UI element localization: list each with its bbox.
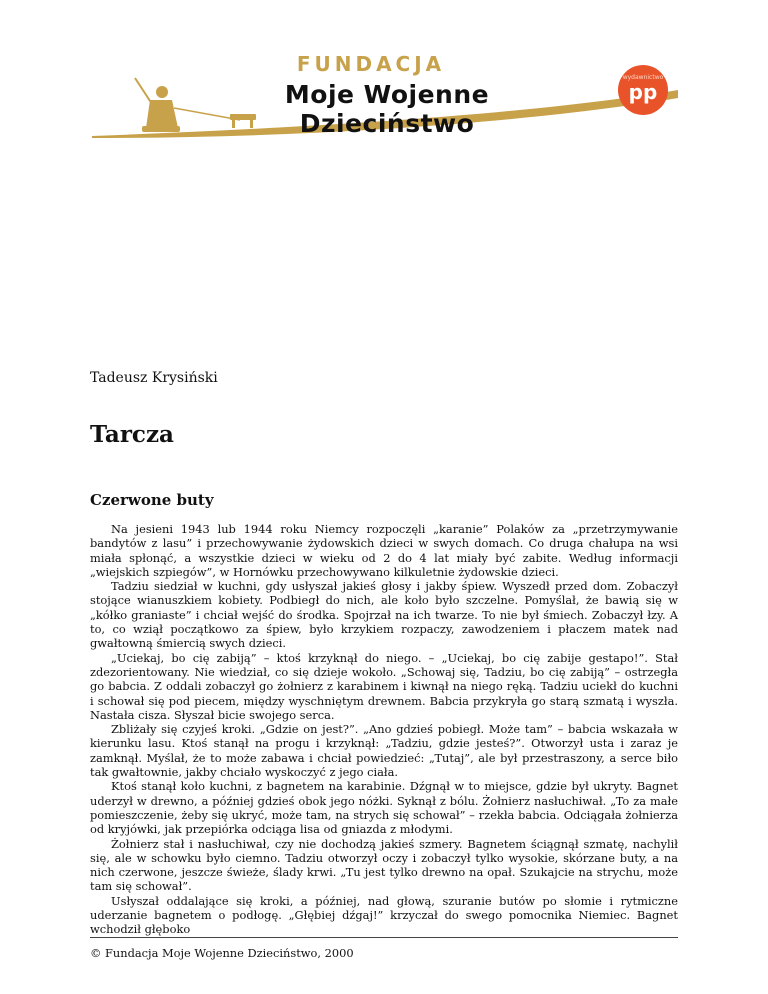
paragraph: Tadziu siedział w kuchni, gdy usłyszał jakieś głosy i jakby śpiew. Wyszedł przed dom. Zobaczył stojące wianuszkiem kobiety. Podbiegł do nich, ale koło było szczelne. Pomyślał, że bawią się w „kółko graniaste” i chciał wejść do środka. Spojrzał na ich twarze. To nie był śmiech. Zobaczył łzy. A to, co wziął początkowo za śpiew, było krzykiem rozpaczy, zawodzeniem i płaczem matek nad gwałtowną śmiercią swych dzieci. bbox=[90, 579, 678, 651]
paragraph: Na jesieni 1943 lub 1944 roku Niemcy rozpoczęli „karanie” Polaków za „przetrzymywanie bandytów z lasu” i przechowywanie żydowskich dzieci w swych domach. Co druga chałupa na wsi miała spłonąć, a wszystkie dzieci w wieku od 2 do 4 lat miały być zabite. Według informacji „wiejskich szpiegów”, w Hornówku przechowywano kilkuletnie żydowskie dzieci. bbox=[90, 522, 678, 579]
paragraph: Usłyszał oddalające się kroki, a później, nad głową, szuranie butów po słomie i rytmiczne uderzanie bagnetem o podłogę. „Głębiej dźgaj!” krzyczał do swego pomocnika Niemiec. Bagnet wchodził głęboko bbox=[90, 893, 678, 937]
rope-line bbox=[135, 78, 152, 104]
paragraph: „Uciekaj, bo cię zabiją” – ktoś krzyknął do niego. – „Uciekaj, bo cię zabije gestapo!”. Stał zdezorientowany. Nie wiedział, co się dzieje wokoło. „Schowaj się, Tadziu, bo cię zabiją” – ostrzegła go babcia. Z oddali zobaczył go żołnierz z karabinem i kiwnął na niego ręką. Tadziu uciekł do kuchni i schował się pod piecem, między wyschniętym drewnem. Babcia przykryła go starą szmatą i wyszła. Nastała cisza. Słyszał bicie swojego serca. bbox=[90, 650, 678, 722]
footer-divider bbox=[90, 937, 678, 938]
girl-figure-icon bbox=[142, 86, 180, 132]
author-name: Tadeusz Krysiński bbox=[90, 370, 218, 386]
story-body bbox=[90, 522, 678, 937]
paragraph: Żołnierz stał i nasłuchiwał, czy nie dochodzą jakieś szmery. Bagnetem ściągnął szmatę, nachylił się, ale w schowku było ciemno. Tadziu otworzył oczy i zobaczył tylko wysokie, skórzane buty, a na nich czerwone, jeszcze świeże, ślady krwi. „Tu jest tylko drewno na opał. Szukajcie na strychu, może tam się schował”. bbox=[90, 836, 678, 894]
badge-small-text: wydawnictwo bbox=[622, 74, 664, 81]
document-title: Tarcza bbox=[90, 421, 174, 448]
publisher-badge bbox=[618, 65, 668, 115]
logo-org-text: FUNDACJA bbox=[296, 52, 446, 76]
page-header bbox=[0, 0, 768, 150]
logo-title-text: Moje Wojenne Dzieciństwo bbox=[284, 80, 490, 138]
paragraph: Ktoś stanął koło kuchni, z bagnetem na karabinie. Dźgnął w to miejsce, gdzie był ukryty. Bagnet uderzył w drewno, a później gdzieś obok jego nóżki. Syknął z bólu. Żołnierz nasłuchiwał. „To za małe pomieszczenie, żeby się ukryć, może tam, na strych się schował” – rzekła babcia. Odciągała żołnierza od kryjówki, jak przepiórka odciąga lisa od gniazda z młodymi. bbox=[90, 779, 678, 837]
paragraph: Zbliżały się czyjeś kroki. „Gdzie on jest?”. „Ano gdzieś pobiegł. Może tam” – babcia wskazała w kierunku lasu. Ktoś stanął na progu i krzyknął: „Tadziu, gdzie jesteś?”. Otworzył usta i zaraz je zamknął. Myślał, że to może zabawa i chciał powiedzieć: „Tutaj”, ale był przestraszony, a serce biło tak gwałtownie, jakby chciało wyskoczyć z jego ciała. bbox=[90, 722, 678, 780]
badge-main-text: pp bbox=[628, 80, 658, 104]
footer-copyright: © Fundacja Moje Wojenne Dzieciństwo, 2000 bbox=[90, 946, 354, 960]
section-heading: Czerwone buty bbox=[90, 491, 214, 509]
